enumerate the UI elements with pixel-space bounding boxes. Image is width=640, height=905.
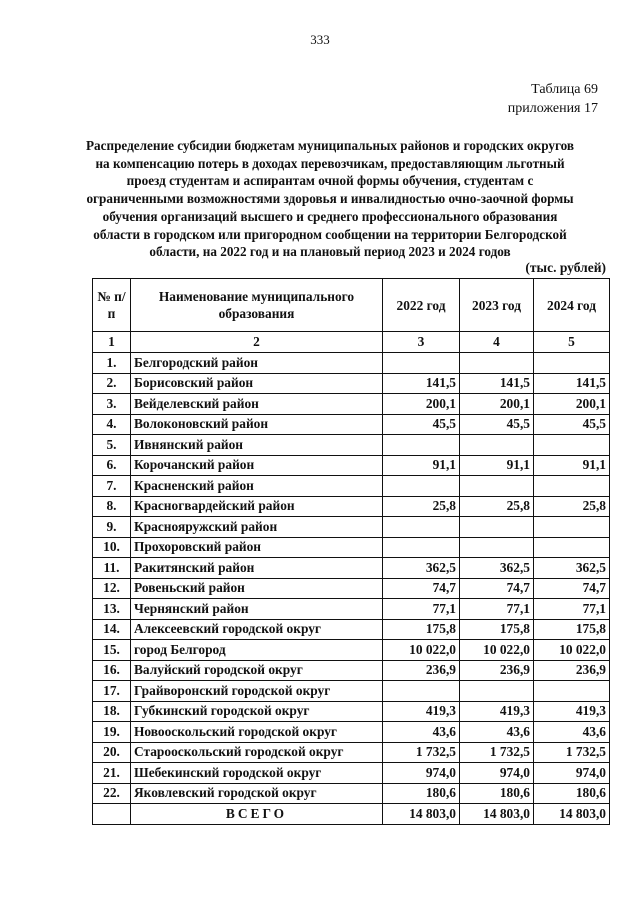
value-2022: 45,5 <box>383 414 460 435</box>
table-header-row <box>93 279 610 332</box>
municipality-name: Старооскольский городской округ <box>131 742 383 763</box>
value-2024: 14 803,0 <box>534 804 610 825</box>
row-number: 16. <box>93 660 131 681</box>
value-2022: 974,0 <box>383 763 460 784</box>
value-2022 <box>383 517 460 538</box>
table-ref-line1: Таблица 69 <box>531 82 598 97</box>
value-2024: 74,7 <box>534 578 610 599</box>
column-number: 4 <box>460 332 534 353</box>
table-row <box>93 619 610 640</box>
value-2023: 175,8 <box>460 619 534 640</box>
value-2024: 175,8 <box>534 619 610 640</box>
value-2024 <box>534 353 610 374</box>
value-2024: 91,1 <box>534 455 610 476</box>
value-2022: 25,8 <box>383 496 460 517</box>
value-2022: 43,6 <box>383 722 460 743</box>
value-2023 <box>460 681 534 702</box>
municipality-name: Яковлевский городской округ <box>131 783 383 804</box>
header-number: № п/п <box>93 279 131 332</box>
table-row <box>93 414 610 435</box>
header-name: Наименование муниципального образования <box>131 279 383 332</box>
value-2023: 141,5 <box>460 373 534 394</box>
value-2022: 74,7 <box>383 578 460 599</box>
value-2024 <box>534 681 610 702</box>
municipality-name: Корочанский район <box>131 455 383 476</box>
municipality-name: Ровеньский район <box>131 578 383 599</box>
municipality-name: Ивнянский район <box>131 435 383 456</box>
value-2024: 200,1 <box>534 394 610 415</box>
value-2024: 25,8 <box>534 496 610 517</box>
municipality-name: Валуйский городской округ <box>131 660 383 681</box>
municipality-name: Вейделевский район <box>131 394 383 415</box>
municipality-name: Ракитянский район <box>131 558 383 579</box>
row-number: 6. <box>93 455 131 476</box>
value-2024 <box>534 435 610 456</box>
row-number: 18. <box>93 701 131 722</box>
value-2023: 91,1 <box>460 455 534 476</box>
value-2023: 25,8 <box>460 496 534 517</box>
value-2023: 14 803,0 <box>460 804 534 825</box>
municipality-name: Новооскольский городской округ <box>131 722 383 743</box>
value-2023 <box>460 537 534 558</box>
row-number: 17. <box>93 681 131 702</box>
table-reference <box>508 80 598 118</box>
row-number: 22. <box>93 783 131 804</box>
value-2022: 236,9 <box>383 660 460 681</box>
row-number: 1. <box>93 353 131 374</box>
column-number: 5 <box>534 332 610 353</box>
value-2023 <box>460 435 534 456</box>
value-2022 <box>383 537 460 558</box>
row-number: 4. <box>93 414 131 435</box>
value-2022: 77,1 <box>383 599 460 620</box>
header-2022: 2022 год <box>383 279 460 332</box>
value-2022: 200,1 <box>383 394 460 415</box>
value-2023: 45,5 <box>460 414 534 435</box>
value-2022: 362,5 <box>383 558 460 579</box>
value-2024: 10 022,0 <box>534 640 610 661</box>
header-2024: 2024 год <box>534 279 610 332</box>
value-2023 <box>460 476 534 497</box>
value-2023: 1 732,5 <box>460 742 534 763</box>
column-number: 2 <box>131 332 383 353</box>
row-number: 14. <box>93 619 131 640</box>
value-2024: 236,9 <box>534 660 610 681</box>
value-2023: 200,1 <box>460 394 534 415</box>
table-body <box>93 353 610 825</box>
municipality-name: Шебекинский городской округ <box>131 763 383 784</box>
table-ref-line2: приложения 17 <box>507 101 598 116</box>
row-number: 3. <box>93 394 131 415</box>
value-2024 <box>534 476 610 497</box>
value-2023 <box>460 353 534 374</box>
municipality-name: Алексеевский городской округ <box>131 619 383 640</box>
municipality-name: Волоконовский район <box>131 414 383 435</box>
value-2022: 141,5 <box>383 373 460 394</box>
value-2022: 14 803,0 <box>383 804 460 825</box>
table-row <box>93 496 610 517</box>
value-2024 <box>534 537 610 558</box>
municipality-name: Борисовский район <box>131 373 383 394</box>
column-number-row <box>93 332 610 353</box>
value-2024: 974,0 <box>534 763 610 784</box>
table-row <box>93 763 610 784</box>
row-number: 13. <box>93 599 131 620</box>
municipality-name: Прохоровский район <box>131 537 383 558</box>
row-number <box>93 804 131 825</box>
row-number: 15. <box>93 640 131 661</box>
subsidy-table <box>92 278 610 825</box>
value-2023: 180,6 <box>460 783 534 804</box>
table-row <box>93 353 610 374</box>
value-2024: 1 732,5 <box>534 742 610 763</box>
table-row <box>93 394 610 415</box>
value-2024: 362,5 <box>534 558 610 579</box>
header-2023: 2023 год <box>460 279 534 332</box>
value-2023: 362,5 <box>460 558 534 579</box>
value-2022: 10 022,0 <box>383 640 460 661</box>
column-number: 3 <box>383 332 460 353</box>
municipality-name: город Белгород <box>131 640 383 661</box>
value-2024 <box>534 517 610 538</box>
table-row <box>93 517 610 538</box>
value-2023: 419,3 <box>460 701 534 722</box>
value-2022: 175,8 <box>383 619 460 640</box>
value-2022 <box>383 681 460 702</box>
table-row <box>93 578 610 599</box>
row-number: 10. <box>93 537 131 558</box>
value-2022 <box>383 435 460 456</box>
row-number: 12. <box>93 578 131 599</box>
value-2022 <box>383 476 460 497</box>
table-row <box>93 435 610 456</box>
table-row <box>93 373 610 394</box>
column-number: 1 <box>93 332 131 353</box>
value-2023: 236,9 <box>460 660 534 681</box>
municipality-name: Белгородский район <box>131 353 383 374</box>
table-row <box>93 722 610 743</box>
total-row <box>93 804 610 825</box>
value-2024: 141,5 <box>534 373 610 394</box>
table-row <box>93 681 610 702</box>
value-2023: 10 022,0 <box>460 640 534 661</box>
municipality-name: ВСЕГО <box>131 804 383 825</box>
row-number: 11. <box>93 558 131 579</box>
value-2024: 77,1 <box>534 599 610 620</box>
row-number: 20. <box>93 742 131 763</box>
value-2022: 1 732,5 <box>383 742 460 763</box>
table-row <box>93 640 610 661</box>
table-row <box>93 783 610 804</box>
table-row <box>93 558 610 579</box>
table-row <box>93 455 610 476</box>
municipality-name: Губкинский городской округ <box>131 701 383 722</box>
value-2023: 74,7 <box>460 578 534 599</box>
value-2022 <box>383 353 460 374</box>
table-row <box>93 742 610 763</box>
row-number: 19. <box>93 722 131 743</box>
table-row <box>93 599 610 620</box>
row-number: 21. <box>93 763 131 784</box>
municipality-name: Грайворонский городской округ <box>131 681 383 702</box>
row-number: 8. <box>93 496 131 517</box>
row-number: 2. <box>93 373 131 394</box>
value-2022: 91,1 <box>383 455 460 476</box>
value-2024: 45,5 <box>534 414 610 435</box>
units-label: (тыс. рублей) <box>525 260 606 275</box>
document-title: Распределение субсидии бюджетам муниципальных районов и городских округов на компенсацию потерь в доходах перевозчикам, предоставляющим льготный проезд студентам и аспирантам очной формы обучения, студентам с ограниченными возможностями здоровья и инвалидностью очно-заочной формы обучения организаций высшего и среднего профессионального образования области в городском или пригородном сообщении на территории Белгородской области, на 2022 год и на плановый период 2023 и 2024 годов <box>85 138 575 260</box>
value-2023: 974,0 <box>460 763 534 784</box>
value-2024: 180,6 <box>534 783 610 804</box>
row-number: 5. <box>93 435 131 456</box>
municipality-name: Красненский район <box>131 476 383 497</box>
value-2022: 180,6 <box>383 783 460 804</box>
municipality-name: Краснояружский район <box>131 517 383 538</box>
municipality-name: Чернянский район <box>131 599 383 620</box>
value-2024: 419,3 <box>534 701 610 722</box>
table-row <box>93 476 610 497</box>
value-2023: 43,6 <box>460 722 534 743</box>
municipality-name: Красногвардейский район <box>131 496 383 517</box>
table-row <box>93 660 610 681</box>
page-number: 333 <box>310 32 330 47</box>
value-2023: 77,1 <box>460 599 534 620</box>
value-2022: 419,3 <box>383 701 460 722</box>
value-2024: 43,6 <box>534 722 610 743</box>
table-row <box>93 701 610 722</box>
table-row <box>93 537 610 558</box>
row-number: 7. <box>93 476 131 497</box>
row-number: 9. <box>93 517 131 538</box>
value-2023 <box>460 517 534 538</box>
